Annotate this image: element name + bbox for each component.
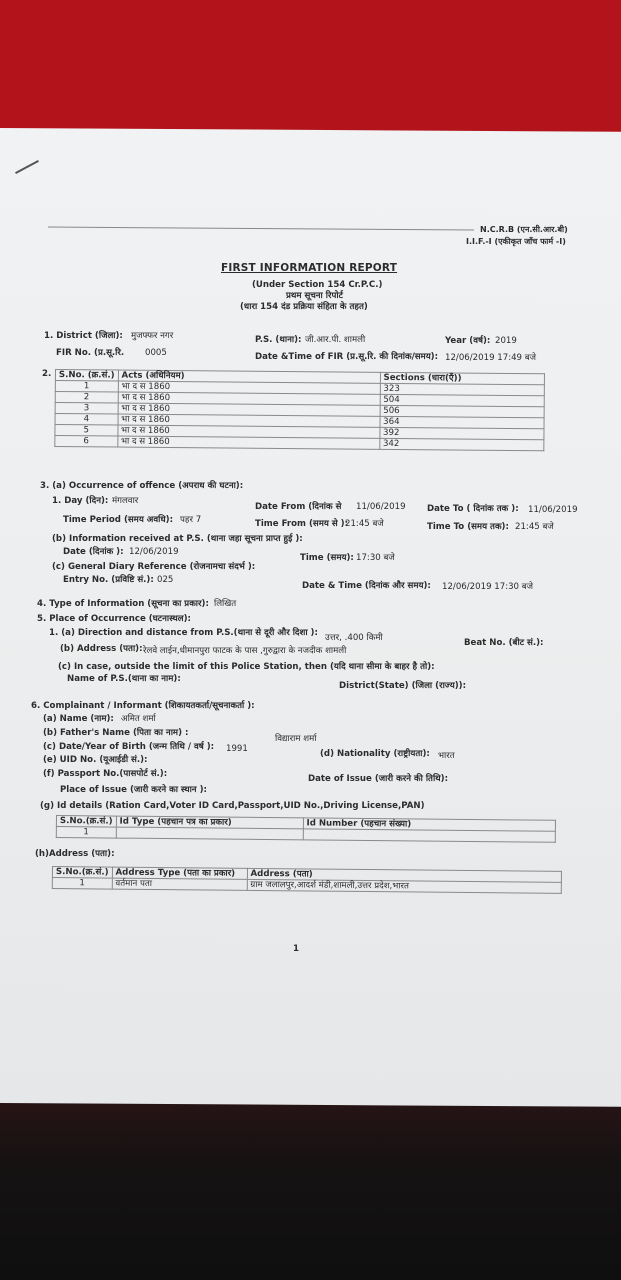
uid-label: (e) UID No. (यूआईडी सं.): — [43, 755, 148, 765]
cell-id-number — [303, 829, 555, 842]
column-header: Id Type (पहचान पत्र का प्रकार) — [116, 816, 303, 829]
column-header: S.No. (क्र.सं.) — [55, 370, 118, 382]
info-type-label: 4. Type of Information (सूचना का प्रकार): — [37, 599, 209, 609]
cell-address: ग्राम जलालपुर,आदर्श मंडी,शामली,उत्तर प्रदेश,भारत — [247, 879, 561, 893]
cell-act: भा द स 1860 — [118, 381, 380, 394]
title-section: (Under Section 154 Cr.P.C.) — [252, 280, 383, 290]
address-section-label: (h)Address (पता): — [35, 849, 115, 859]
fir-datetime-label: Date &Time of FIR (प्र.सू.रि. की दिनांक/समय): — [255, 352, 439, 362]
cell-sno: 1 — [52, 878, 112, 890]
date-to-label: Date To ( दिनांक तक ): — [427, 504, 519, 514]
cell-sno: 1 — [56, 827, 116, 839]
ps-name-label: Name of P.S.(थाना का नाम): — [67, 674, 181, 684]
id-details-label: (g) Id details (Ration Card,Voter ID Card,Passport,UID No.,Driving License,PAN) — [40, 801, 425, 811]
year-label: Year (वर्ष): — [445, 336, 491, 346]
cell-sno: 1 — [55, 381, 118, 393]
day-value: मंगलवार — [112, 496, 139, 506]
direction-label: 1. (a) Direction and distance from P.S.(थाना से दूरी और दिशा ): — [49, 628, 318, 638]
title-hindi-section: (धारा 154 दंड प्रक्रिया संहिता के तहत) — [240, 302, 368, 312]
passport-label: (f) Passport No.(पासपोर्ट सं.): — [43, 769, 168, 779]
cell-sno: 2 — [55, 392, 118, 404]
column-header: S.No.(क्र.सं.) — [52, 867, 112, 879]
title-hindi: प्रथम सूचना रिपोर्ट — [286, 291, 343, 301]
entry-no-value: 025 — [157, 575, 174, 585]
fir-datetime-value: 12/06/2019 17:49 बजे — [445, 353, 537, 363]
info-received-label: (b) Information received at P.S. (थाना जहा सूचना प्राप्त हुई ): — [52, 534, 303, 544]
form-label: I.I.F.-I (एकीकृत जाँच फार्म -I) — [466, 237, 566, 246]
time-from-label: Time From (समय से ): — [255, 519, 349, 529]
cell-section: 364 — [380, 416, 544, 428]
occurrence-heading: 3. (a) Occurrence of offence (अपराध की घटना): — [40, 481, 244, 491]
cell-section: 392 — [380, 427, 544, 439]
district-value: मुजफ्फर नगर — [131, 331, 174, 341]
time-to-label: Time To (समय तक): — [427, 522, 509, 532]
cell-act: भा द स 1860 — [118, 414, 380, 427]
date-from-value: 11/06/2019 — [356, 502, 406, 512]
fir-label: FIR No. (प्र.सू.रि. — [56, 348, 125, 358]
complainant-name-value: अमित शर्मा — [121, 714, 156, 724]
address-value: रेलवे लाईन,धीमानपुरा फाटक के पास ,गुरुद्वारा के नजदीक शामली — [143, 646, 347, 656]
column-header: Address Type (पता का प्रकार) — [112, 867, 247, 879]
year-value: 2019 — [495, 336, 517, 346]
info-time-value: 17:30 बजे — [356, 553, 395, 563]
address-table — [52, 866, 562, 894]
cell-sno: 3 — [55, 403, 118, 415]
column-header: S.No.(क्र.सं.) — [56, 816, 116, 828]
father-name-value: विद्याराम शर्मा — [275, 734, 317, 744]
district-label: 1. District (जिला): — [44, 331, 123, 341]
gd-datetime-value: 12/06/2019 17:30 बजे — [442, 582, 534, 592]
cell-section: 323 — [380, 383, 544, 395]
header-rule — [48, 227, 474, 231]
address-label: (b) Address (पता): — [60, 644, 143, 654]
father-name-label: (b) Father's Name (पिता का नाम) : — [43, 728, 189, 738]
direction-value: उत्तर, .400 किमी — [325, 633, 383, 643]
district-state-label: District(State) (जिला (राज्य)): — [339, 681, 467, 691]
beat-label: Beat No. (बीट सं.): — [464, 638, 544, 648]
page-number: 1 — [293, 944, 299, 954]
cell-sno: 5 — [55, 425, 118, 437]
cell-act: भा द स 1860 — [117, 436, 379, 449]
cell-id-type — [116, 827, 303, 840]
complainant-name-label: (a) Name (नाम): — [43, 714, 114, 724]
nationality-label: (d) Nationality (राष्ट्रीयता): — [320, 749, 430, 759]
time-period-value: पहर 7 — [180, 515, 202, 525]
cell-section: 504 — [380, 394, 544, 406]
dob-label: (c) Date/Year of Birth (जन्म तिथि / वर्ष ): — [43, 742, 215, 752]
ncrb-label: N.C.R.B (एन.सी.आर.बी) — [480, 225, 568, 234]
column-header: Acts (अधिनियम) — [118, 370, 380, 383]
place-occurrence-label: 5. Place of Occurrence (घटनास्थल): — [37, 614, 191, 624]
time-to-value: 21:45 बजे — [515, 522, 554, 532]
gd-datetime-label: Date & Time (दिनांक और समय): — [302, 581, 431, 591]
cell-act: भा द स 1860 — [118, 425, 380, 438]
cell-address-type: वर्तमान पता — [112, 878, 247, 890]
time-from-value: 21:45 बजे — [345, 519, 384, 529]
info-date-value: 12/06/2019 — [129, 547, 179, 557]
gd-reference-label: (c) General Diary Reference (रोजनामचा संदर्भ ): — [52, 562, 256, 572]
document-title: FIRST INFORMATION REPORT — [221, 262, 398, 274]
nationality-value: भारत — [438, 751, 455, 761]
cell-section: 342 — [379, 438, 543, 450]
issue-place-label: Place of Issue (जारी करने का स्थान ): — [60, 785, 207, 795]
pen-mark — [15, 160, 39, 174]
dob-value: 1991 — [226, 744, 248, 754]
acts-sections-table — [54, 369, 545, 451]
info-type-value: लिखित — [214, 599, 237, 609]
ps-label: P.S. (थाना): — [255, 335, 302, 345]
cell-sno: 4 — [55, 414, 118, 426]
fir-value: 0005 — [145, 348, 167, 358]
ps-value: जी.आर.पी. शामली — [305, 335, 366, 345]
section-2-label: 2. — [42, 369, 52, 379]
column-header: Sections (धारा(एँ)) — [380, 372, 544, 384]
outside-limit-label: (c) In case, outside the limit of this Police Station, then (यदि थाना सीमा के बाहर है तो): — [58, 662, 435, 672]
cell-section: 506 — [380, 405, 544, 417]
time-period-label: Time Period (समय अवधि): — [63, 515, 174, 525]
id-details-table — [56, 815, 556, 843]
cell-act: भा द स 1860 — [118, 403, 380, 416]
info-time-label: Time (समय): — [300, 553, 354, 563]
cell-act: भा द स 1860 — [118, 392, 380, 405]
info-date-label: Date (दिनांक ): — [63, 547, 124, 557]
cell-sno: 6 — [55, 436, 118, 448]
column-header: Address (पता) — [247, 868, 561, 882]
entry-no-label: Entry No. (प्रविष्टि सं.): — [63, 575, 154, 585]
day-label: 1. Day (दिन): — [52, 496, 109, 506]
issue-date-label: Date of Issue (जारी करने की तिथि): — [308, 774, 449, 784]
column-header: Id Number (पहचान संख्या) — [303, 818, 555, 831]
date-to-value: 11/06/2019 — [528, 505, 578, 515]
complainant-heading: 6. Complainant / Informant (शिकायतकर्ता/सूचनाकर्ता ): — [31, 701, 255, 711]
date-from-label: Date From (दिनांक से — [255, 502, 342, 512]
